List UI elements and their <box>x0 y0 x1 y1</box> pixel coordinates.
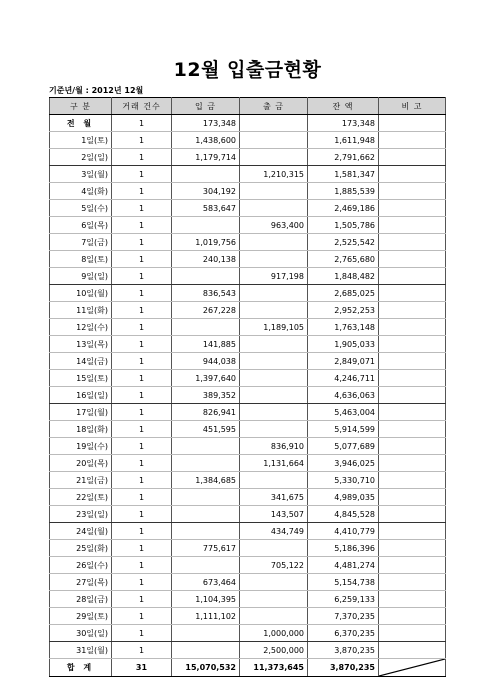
row-count: 1 <box>112 574 172 591</box>
row-balance: 3,946,025 <box>308 455 379 472</box>
row-note <box>379 506 446 523</box>
row-note <box>379 200 446 217</box>
row-count: 1 <box>112 370 172 387</box>
row-balance: 7,370,235 <box>308 608 379 625</box>
row-withdrawal <box>240 234 308 251</box>
table-row <box>50 625 446 642</box>
row-balance: 2,525,542 <box>308 234 379 251</box>
row-withdrawal: 1,131,664 <box>240 455 308 472</box>
table-row <box>50 234 446 251</box>
row-note <box>379 438 446 455</box>
table-row <box>50 608 446 625</box>
row-count: 1 <box>112 251 172 268</box>
row-count: 1 <box>112 421 172 438</box>
row-withdrawal <box>240 149 308 166</box>
row-count: 1 <box>112 608 172 625</box>
row-note <box>379 251 446 268</box>
row-label: 전 월 <box>50 115 112 132</box>
row-withdrawal <box>240 353 308 370</box>
row-note <box>379 557 446 574</box>
row-withdrawal <box>240 540 308 557</box>
row-deposit: 1,384,685 <box>172 472 240 489</box>
table-row <box>50 455 446 472</box>
row-withdrawal <box>240 200 308 217</box>
row-count: 1 <box>112 642 172 659</box>
total-withdrawal: 11,373,645 <box>240 659 308 677</box>
ledger-table <box>49 97 446 677</box>
table-row <box>50 574 446 591</box>
row-label: 6일(목) <box>50 217 112 234</box>
row-label: 10일(월) <box>50 285 112 302</box>
row-label: 18일(화) <box>50 421 112 438</box>
row-note <box>379 574 446 591</box>
row-count: 1 <box>112 489 172 506</box>
row-balance: 1,581,347 <box>308 166 379 183</box>
row-label: 1일(토) <box>50 132 112 149</box>
row-withdrawal <box>240 251 308 268</box>
row-note <box>379 336 446 353</box>
row-count: 1 <box>112 438 172 455</box>
row-label: 2일(일) <box>50 149 112 166</box>
row-note <box>379 404 446 421</box>
row-deposit: 173,348 <box>172 115 240 132</box>
row-count: 1 <box>112 115 172 132</box>
total-deposit: 15,070,532 <box>172 659 240 677</box>
row-count: 1 <box>112 234 172 251</box>
row-deposit: 451,595 <box>172 421 240 438</box>
table-row <box>50 183 446 200</box>
table-row <box>50 319 446 336</box>
row-count: 1 <box>112 183 172 200</box>
table-row <box>50 540 446 557</box>
row-balance: 1,611,948 <box>308 132 379 149</box>
row-balance: 5,077,689 <box>308 438 379 455</box>
table-row <box>50 353 446 370</box>
row-withdrawal <box>240 387 308 404</box>
row-label: 30일(일) <box>50 625 112 642</box>
row-withdrawal <box>240 608 308 625</box>
table-row <box>50 472 446 489</box>
row-label: 20일(목) <box>50 455 112 472</box>
row-note <box>379 472 446 489</box>
row-label: 15일(토) <box>50 370 112 387</box>
row-label: 17일(월) <box>50 404 112 421</box>
table-row <box>50 523 446 540</box>
row-count: 1 <box>112 302 172 319</box>
row-withdrawal <box>240 421 308 438</box>
table-row <box>50 591 446 608</box>
row-balance: 2,469,186 <box>308 200 379 217</box>
row-label: 29일(토) <box>50 608 112 625</box>
row-note <box>379 625 446 642</box>
row-deposit: 141,885 <box>172 336 240 353</box>
row-label: 4일(화) <box>50 183 112 200</box>
row-note <box>379 115 446 132</box>
row-note <box>379 489 446 506</box>
header-row <box>50 98 446 115</box>
page-title: 12월 입출금현황 <box>173 59 322 81</box>
row-label: 24일(월) <box>50 523 112 540</box>
total-count: 31 <box>112 659 172 677</box>
ledger-body <box>50 115 446 677</box>
row-withdrawal <box>240 591 308 608</box>
row-note <box>379 608 446 625</box>
row-deposit: 1,438,600 <box>172 132 240 149</box>
table-row <box>50 506 446 523</box>
row-deposit <box>172 523 240 540</box>
row-count: 1 <box>112 387 172 404</box>
row-withdrawal: 1,210,315 <box>240 166 308 183</box>
row-deposit: 1,019,756 <box>172 234 240 251</box>
row-balance: 2,685,025 <box>308 285 379 302</box>
row-deposit: 1,397,640 <box>172 370 240 387</box>
row-balance: 1,763,148 <box>308 319 379 336</box>
diagonal-slash-icon <box>379 659 445 676</box>
row-deposit <box>172 489 240 506</box>
table-row <box>50 370 446 387</box>
row-count: 1 <box>112 557 172 574</box>
row-withdrawal: 1,189,105 <box>240 319 308 336</box>
row-note <box>379 642 446 659</box>
row-label: 31일(월) <box>50 642 112 659</box>
row-label: 9일(일) <box>50 268 112 285</box>
row-balance: 5,463,004 <box>308 404 379 421</box>
col-header-note: 비 고 <box>379 98 446 115</box>
row-count: 1 <box>112 166 172 183</box>
row-note <box>379 234 446 251</box>
row-withdrawal <box>240 115 308 132</box>
row-count: 1 <box>112 353 172 370</box>
table-row <box>50 200 446 217</box>
row-withdrawal <box>240 404 308 421</box>
row-deposit: 836,543 <box>172 285 240 302</box>
table-row <box>50 149 446 166</box>
row-label: 3일(월) <box>50 166 112 183</box>
row-deposit <box>172 319 240 336</box>
row-balance: 1,905,033 <box>308 336 379 353</box>
row-label: 23일(일) <box>50 506 112 523</box>
row-deposit <box>172 268 240 285</box>
row-deposit: 944,038 <box>172 353 240 370</box>
row-withdrawal: 1,000,000 <box>240 625 308 642</box>
row-label: 13일(목) <box>50 336 112 353</box>
row-deposit: 240,138 <box>172 251 240 268</box>
table-row <box>50 557 446 574</box>
row-count: 1 <box>112 455 172 472</box>
row-count: 1 <box>112 319 172 336</box>
row-note <box>379 591 446 608</box>
row-deposit: 673,464 <box>172 574 240 591</box>
row-note <box>379 217 446 234</box>
row-balance: 4,845,528 <box>308 506 379 523</box>
col-header-deposit: 입 금 <box>172 98 240 115</box>
row-deposit: 583,647 <box>172 200 240 217</box>
table-row <box>50 132 446 149</box>
row-deposit: 826,941 <box>172 404 240 421</box>
row-note <box>379 285 446 302</box>
row-balance: 4,246,711 <box>308 370 379 387</box>
row-balance: 4,410,779 <box>308 523 379 540</box>
row-balance: 2,765,680 <box>308 251 379 268</box>
row-label: 21일(금) <box>50 472 112 489</box>
row-note <box>379 353 446 370</box>
row-count: 1 <box>112 472 172 489</box>
row-label: 5일(수) <box>50 200 112 217</box>
row-note <box>379 421 446 438</box>
row-label: 7일(금) <box>50 234 112 251</box>
row-balance: 173,348 <box>308 115 379 132</box>
table-row <box>50 642 446 659</box>
row-note <box>379 132 446 149</box>
row-balance: 3,870,235 <box>308 642 379 659</box>
row-deposit <box>172 557 240 574</box>
row-withdrawal <box>240 574 308 591</box>
table-row <box>50 302 446 319</box>
table-row <box>50 387 446 404</box>
table-row <box>50 268 446 285</box>
row-withdrawal: 341,675 <box>240 489 308 506</box>
row-withdrawal <box>240 302 308 319</box>
row-balance: 6,370,235 <box>308 625 379 642</box>
row-note <box>379 166 446 183</box>
row-count: 1 <box>112 268 172 285</box>
row-balance: 5,154,738 <box>308 574 379 591</box>
row-balance: 5,914,599 <box>308 421 379 438</box>
table-row <box>50 251 446 268</box>
row-balance: 6,259,133 <box>308 591 379 608</box>
row-withdrawal: 143,507 <box>240 506 308 523</box>
row-balance: 4,989,035 <box>308 489 379 506</box>
row-label: 28일(금) <box>50 591 112 608</box>
row-balance: 2,952,253 <box>308 302 379 319</box>
row-deposit <box>172 217 240 234</box>
table-row <box>50 489 446 506</box>
row-label: 19일(수) <box>50 438 112 455</box>
row-withdrawal <box>240 336 308 353</box>
row-balance: 1,505,786 <box>308 217 379 234</box>
table-row <box>50 217 446 234</box>
row-withdrawal: 917,198 <box>240 268 308 285</box>
row-note <box>379 387 446 404</box>
row-balance: 4,481,274 <box>308 557 379 574</box>
row-count: 1 <box>112 132 172 149</box>
row-count: 1 <box>112 540 172 557</box>
total-note <box>379 659 446 677</box>
row-withdrawal: 836,910 <box>240 438 308 455</box>
row-withdrawal <box>240 132 308 149</box>
row-label: 25일(화) <box>50 540 112 557</box>
row-deposit <box>172 166 240 183</box>
row-count: 1 <box>112 217 172 234</box>
row-withdrawal <box>240 472 308 489</box>
row-balance: 1,885,539 <box>308 183 379 200</box>
row-deposit <box>172 438 240 455</box>
row-count: 1 <box>112 285 172 302</box>
row-withdrawal <box>240 370 308 387</box>
table-row <box>50 438 446 455</box>
row-label: 11일(화) <box>50 302 112 319</box>
row-withdrawal <box>240 285 308 302</box>
table-row <box>50 421 446 438</box>
row-count: 1 <box>112 404 172 421</box>
col-header-category: 구 분 <box>50 98 112 115</box>
row-deposit <box>172 455 240 472</box>
table-row <box>50 285 446 302</box>
total-row <box>50 659 446 677</box>
row-deposit: 1,104,395 <box>172 591 240 608</box>
row-note <box>379 455 446 472</box>
row-deposit <box>172 642 240 659</box>
table-row <box>50 404 446 421</box>
row-deposit: 1,111,102 <box>172 608 240 625</box>
row-note <box>379 370 446 387</box>
row-deposit <box>172 625 240 642</box>
row-withdrawal <box>240 183 308 200</box>
row-withdrawal: 963,400 <box>240 217 308 234</box>
row-deposit: 389,352 <box>172 387 240 404</box>
col-header-balance: 잔 액 <box>308 98 379 115</box>
row-count: 1 <box>112 625 172 642</box>
row-deposit: 267,228 <box>172 302 240 319</box>
row-count: 1 <box>112 149 172 166</box>
row-note <box>379 302 446 319</box>
row-note <box>379 183 446 200</box>
row-deposit: 1,179,714 <box>172 149 240 166</box>
row-balance: 4,636,063 <box>308 387 379 404</box>
row-balance: 5,330,710 <box>308 472 379 489</box>
table-row <box>50 166 446 183</box>
row-label: 26일(수) <box>50 557 112 574</box>
row-count: 1 <box>112 523 172 540</box>
row-note <box>379 319 446 336</box>
row-note <box>379 540 446 557</box>
row-balance: 1,848,482 <box>308 268 379 285</box>
row-label: 14일(금) <box>50 353 112 370</box>
row-label: 8일(토) <box>50 251 112 268</box>
row-count: 1 <box>112 506 172 523</box>
row-label: 22일(토) <box>50 489 112 506</box>
row-balance: 2,849,071 <box>308 353 379 370</box>
row-label: 27일(목) <box>50 574 112 591</box>
row-balance: 2,791,662 <box>308 149 379 166</box>
row-withdrawal: 705,122 <box>240 557 308 574</box>
row-count: 1 <box>112 200 172 217</box>
row-deposit <box>172 506 240 523</box>
total-label: 합 계 <box>50 659 112 677</box>
previous-month-row <box>50 115 446 132</box>
row-note <box>379 523 446 540</box>
col-header-withdrawal: 출 금 <box>240 98 308 115</box>
total-balance: 3,870,235 <box>308 659 379 677</box>
row-label: 12일(수) <box>50 319 112 336</box>
row-deposit: 775,617 <box>172 540 240 557</box>
row-withdrawal: 2,500,000 <box>240 642 308 659</box>
row-deposit: 304,192 <box>172 183 240 200</box>
col-header-count: 거래 건수 <box>112 98 172 115</box>
basis-date: 기준년/월 : 2012년 12월 <box>49 86 144 95</box>
row-note <box>379 268 446 285</box>
row-withdrawal: 434,749 <box>240 523 308 540</box>
table-row <box>50 336 446 353</box>
row-label: 16일(일) <box>50 387 112 404</box>
row-note <box>379 149 446 166</box>
row-count: 1 <box>112 336 172 353</box>
row-balance: 5,186,396 <box>308 540 379 557</box>
row-count: 1 <box>112 591 172 608</box>
